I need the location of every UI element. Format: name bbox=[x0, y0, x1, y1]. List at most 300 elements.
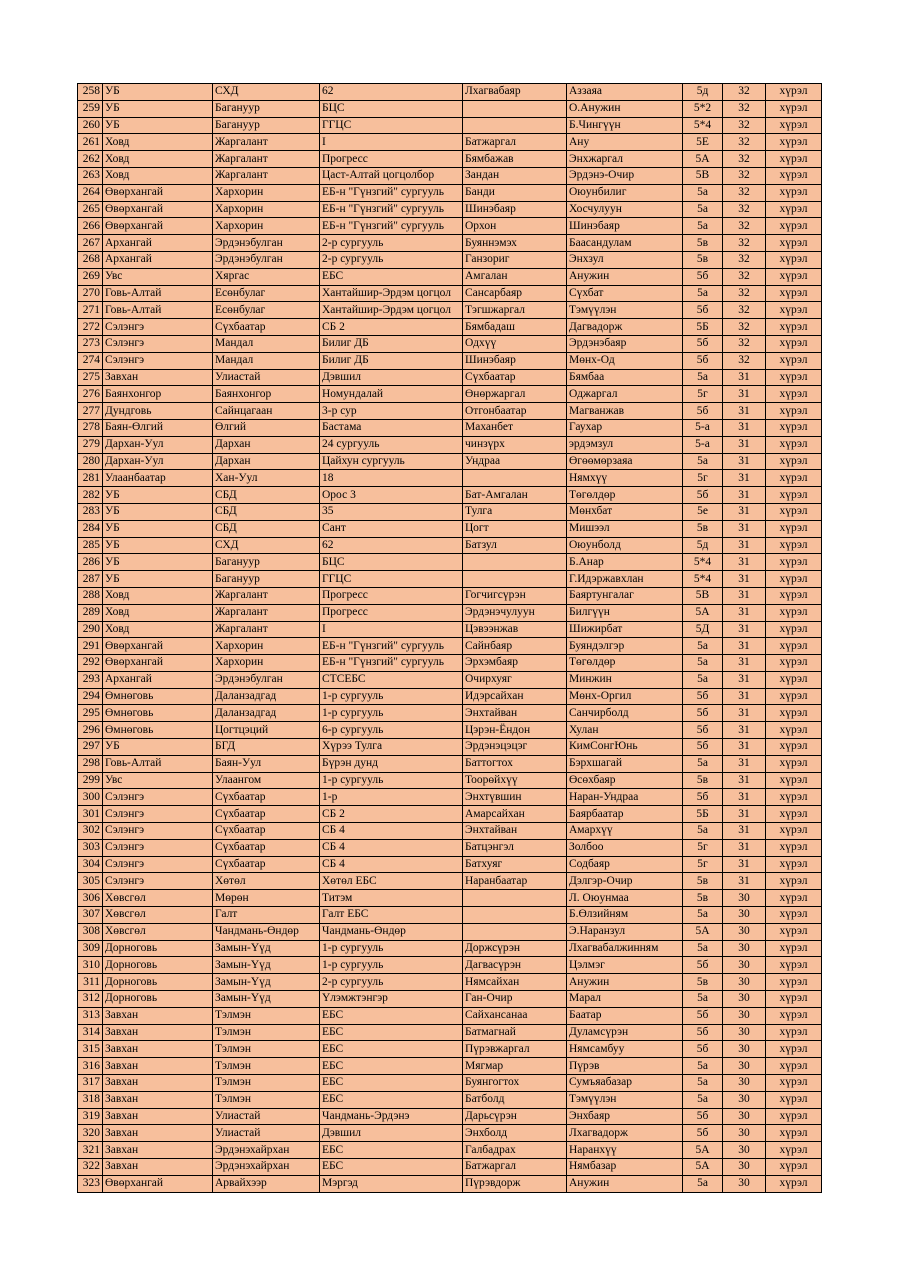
cell-province: Баян-Өлгий bbox=[103, 419, 213, 436]
cell-teacher bbox=[463, 470, 567, 487]
cell-medal: хүрэл bbox=[766, 1125, 822, 1142]
cell-district: Баянхонгор bbox=[213, 386, 320, 403]
cell-teacher: Цэвээнжав bbox=[463, 621, 567, 638]
cell-school: Чандмань-Эрдэнэ bbox=[320, 1108, 463, 1125]
cell-row-number: 271 bbox=[78, 302, 103, 319]
cell-class: 5г bbox=[683, 470, 723, 487]
cell-class: 5в bbox=[683, 251, 723, 268]
cell-province: Завхан bbox=[103, 1041, 213, 1058]
cell-province: Говь-Алтай bbox=[103, 302, 213, 319]
cell-score: 31 bbox=[723, 604, 766, 621]
cell-row-number: 298 bbox=[78, 755, 103, 772]
cell-score: 31 bbox=[723, 470, 766, 487]
cell-student: Цэлмэг bbox=[567, 957, 683, 974]
cell-score: 31 bbox=[723, 722, 766, 739]
cell-school: I bbox=[320, 134, 463, 151]
cell-district: Эрдэнэхайрхан bbox=[213, 1159, 320, 1176]
cell-district: Жаргалант bbox=[213, 604, 320, 621]
cell-medal: хүрэл bbox=[766, 974, 822, 991]
cell-class: 5а bbox=[683, 201, 723, 218]
table-row bbox=[78, 671, 822, 688]
cell-score: 30 bbox=[723, 1175, 766, 1192]
cell-medal: хүрэл bbox=[766, 453, 822, 470]
cell-district: Даланзадгад bbox=[213, 688, 320, 705]
table-row bbox=[78, 218, 822, 235]
cell-province: Завхан bbox=[103, 1108, 213, 1125]
cell-score: 32 bbox=[723, 151, 766, 168]
cell-teacher bbox=[463, 117, 567, 134]
cell-score: 30 bbox=[723, 1125, 766, 1142]
cell-class: 5д bbox=[683, 84, 723, 101]
cell-province: УБ bbox=[103, 537, 213, 554]
cell-district: Арвайхээр bbox=[213, 1175, 320, 1192]
cell-province: Өвөрхангай bbox=[103, 184, 213, 201]
cell-school: Мэргэд bbox=[320, 1175, 463, 1192]
table-row bbox=[78, 302, 822, 319]
cell-class: 5б bbox=[683, 487, 723, 504]
cell-row-number: 316 bbox=[78, 1058, 103, 1075]
cell-province: УБ bbox=[103, 520, 213, 537]
cell-row-number: 289 bbox=[78, 604, 103, 621]
cell-teacher: Наранбаатар bbox=[463, 873, 567, 890]
cell-province: Дорноговь bbox=[103, 940, 213, 957]
cell-school: 24 сургууль bbox=[320, 436, 463, 453]
cell-row-number: 312 bbox=[78, 991, 103, 1008]
cell-row-number: 267 bbox=[78, 235, 103, 252]
cell-student: Сумъяабазар bbox=[567, 1075, 683, 1092]
cell-school: Орос 3 bbox=[320, 487, 463, 504]
cell-province: Хөвсгөл bbox=[103, 890, 213, 907]
cell-teacher: Амгалан bbox=[463, 268, 567, 285]
cell-province: Дархан-Уул bbox=[103, 453, 213, 470]
table-row bbox=[78, 487, 822, 504]
cell-score: 32 bbox=[723, 285, 766, 302]
cell-school: Хүрээ Тулга bbox=[320, 739, 463, 756]
table-row bbox=[78, 537, 822, 554]
cell-row-number: 301 bbox=[78, 806, 103, 823]
cell-province: Увс bbox=[103, 772, 213, 789]
table-row bbox=[78, 688, 822, 705]
table-row bbox=[78, 251, 822, 268]
cell-province: Сэлэнгэ bbox=[103, 335, 213, 352]
cell-province: Завхан bbox=[103, 1007, 213, 1024]
cell-province: Сэлэнгэ bbox=[103, 839, 213, 856]
cell-student: Баатар bbox=[567, 1007, 683, 1024]
cell-school: ЕБ-н "Гүнзгий" сургууль bbox=[320, 184, 463, 201]
cell-row-number: 295 bbox=[78, 705, 103, 722]
cell-row-number: 304 bbox=[78, 856, 103, 873]
cell-teacher: Бат-Амгалан bbox=[463, 487, 567, 504]
cell-medal: хүрэл bbox=[766, 705, 822, 722]
cell-row-number: 260 bbox=[78, 117, 103, 134]
cell-student: Өсөхбаяр bbox=[567, 772, 683, 789]
cell-row-number: 313 bbox=[78, 1007, 103, 1024]
cell-row-number: 277 bbox=[78, 403, 103, 420]
table-row bbox=[78, 890, 822, 907]
cell-student: Б.Өлзийням bbox=[567, 907, 683, 924]
cell-school: Хантайшир-Эрдэм цогцол bbox=[320, 285, 463, 302]
cell-student: Л. Оюунмаа bbox=[567, 890, 683, 907]
cell-school: ЕБ-н "Гүнзгий" сургууль bbox=[320, 638, 463, 655]
cell-district: Хархорин bbox=[213, 655, 320, 672]
table-row bbox=[78, 1024, 822, 1041]
cell-school: СТСЕБС bbox=[320, 671, 463, 688]
cell-score: 30 bbox=[723, 907, 766, 924]
cell-student: Марал bbox=[567, 991, 683, 1008]
table-row bbox=[78, 722, 822, 739]
cell-student: Бэрхшагай bbox=[567, 755, 683, 772]
cell-school: ЕБС bbox=[320, 1075, 463, 1092]
cell-district: Сүхбаатар bbox=[213, 806, 320, 823]
cell-province: Хөвсгөл bbox=[103, 907, 213, 924]
cell-row-number: 294 bbox=[78, 688, 103, 705]
cell-school: 1-р bbox=[320, 789, 463, 806]
cell-score: 31 bbox=[723, 453, 766, 470]
cell-class: 5а bbox=[683, 369, 723, 386]
cell-row-number: 268 bbox=[78, 251, 103, 268]
cell-medal: хүрэл bbox=[766, 1108, 822, 1125]
table-row bbox=[78, 1159, 822, 1176]
cell-score: 31 bbox=[723, 655, 766, 672]
cell-province: Сэлэнгэ bbox=[103, 319, 213, 336]
cell-province: Сэлэнгэ bbox=[103, 352, 213, 369]
cell-school: Прогресс bbox=[320, 587, 463, 604]
cell-student: Б.Чингүүн bbox=[567, 117, 683, 134]
cell-school: Галт ЕБС bbox=[320, 907, 463, 924]
cell-district: СБД bbox=[213, 487, 320, 504]
cell-score: 32 bbox=[723, 100, 766, 117]
cell-row-number: 285 bbox=[78, 537, 103, 554]
cell-school: БЦС bbox=[320, 554, 463, 571]
cell-student: Минжин bbox=[567, 671, 683, 688]
cell-class: 5*2 bbox=[683, 100, 723, 117]
cell-school: ЕБ-н "Гүнзгий" сургууль bbox=[320, 655, 463, 672]
cell-row-number: 297 bbox=[78, 739, 103, 756]
cell-student: Хулан bbox=[567, 722, 683, 739]
cell-row-number: 265 bbox=[78, 201, 103, 218]
cell-class: 5е bbox=[683, 503, 723, 520]
cell-student: Анужин bbox=[567, 1175, 683, 1192]
cell-class: 5а bbox=[683, 1175, 723, 1192]
table-row bbox=[78, 991, 822, 1008]
cell-medal: хүрэл bbox=[766, 873, 822, 890]
cell-school: Дэвшил bbox=[320, 369, 463, 386]
cell-row-number: 262 bbox=[78, 151, 103, 168]
cell-row-number: 287 bbox=[78, 571, 103, 588]
cell-province: Дорноговь bbox=[103, 957, 213, 974]
cell-score: 31 bbox=[723, 436, 766, 453]
cell-teacher: Маханбет bbox=[463, 419, 567, 436]
table-row bbox=[78, 1108, 822, 1125]
cell-district: СХД bbox=[213, 537, 320, 554]
cell-medal: хүрэл bbox=[766, 235, 822, 252]
cell-teacher: Энхтүвшин bbox=[463, 789, 567, 806]
cell-district: Есөнбулаг bbox=[213, 285, 320, 302]
cell-province: Сэлэнгэ bbox=[103, 789, 213, 806]
cell-province: Сэлэнгэ bbox=[103, 856, 213, 873]
cell-teacher bbox=[463, 923, 567, 940]
cell-teacher: Орхон bbox=[463, 218, 567, 235]
table-row bbox=[78, 1142, 822, 1159]
cell-school: ЕБС bbox=[320, 1142, 463, 1159]
cell-score: 30 bbox=[723, 974, 766, 991]
cell-province: Говь-Алтай bbox=[103, 755, 213, 772]
cell-student: Баярбаатар bbox=[567, 806, 683, 823]
cell-province: Завхан bbox=[103, 1091, 213, 1108]
cell-score: 31 bbox=[723, 789, 766, 806]
cell-class: 5А bbox=[683, 604, 723, 621]
table-row bbox=[78, 638, 822, 655]
cell-teacher: Буянгогтох bbox=[463, 1075, 567, 1092]
cell-row-number: 280 bbox=[78, 453, 103, 470]
table-row bbox=[78, 806, 822, 823]
cell-district: Тэлмэн bbox=[213, 1024, 320, 1041]
table-row bbox=[78, 554, 822, 571]
cell-student: Аззаяа bbox=[567, 84, 683, 101]
cell-district: Эрдэнэхайрхан bbox=[213, 1142, 320, 1159]
cell-district: Дархан bbox=[213, 453, 320, 470]
cell-teacher: Сайнбаяр bbox=[463, 638, 567, 655]
table-row bbox=[78, 453, 822, 470]
cell-class: 5г bbox=[683, 386, 723, 403]
table-row bbox=[78, 235, 822, 252]
cell-teacher: Цэрэн-Ёндон bbox=[463, 722, 567, 739]
cell-class: 5А bbox=[683, 151, 723, 168]
cell-student: Мөнх-Оргил bbox=[567, 688, 683, 705]
cell-student: Санчирболд bbox=[567, 705, 683, 722]
table-row bbox=[78, 839, 822, 856]
cell-class: 5б bbox=[683, 352, 723, 369]
cell-class: 5а bbox=[683, 755, 723, 772]
cell-school: ЕБС bbox=[320, 1058, 463, 1075]
cell-teacher: Амарсайхан bbox=[463, 806, 567, 823]
cell-province: Өмнөговь bbox=[103, 688, 213, 705]
cell-province: Завхан bbox=[103, 369, 213, 386]
cell-class: 5А bbox=[683, 1142, 723, 1159]
cell-district: СБД bbox=[213, 520, 320, 537]
cell-teacher: Ган-Очир bbox=[463, 991, 567, 1008]
cell-medal: хүрэл bbox=[766, 251, 822, 268]
cell-class: 5в bbox=[683, 772, 723, 789]
cell-district: Сүхбаатар bbox=[213, 319, 320, 336]
cell-teacher: Пүрэвдорж bbox=[463, 1175, 567, 1192]
cell-district: Хархорин bbox=[213, 184, 320, 201]
cell-score: 31 bbox=[723, 755, 766, 772]
cell-province: Архангай bbox=[103, 671, 213, 688]
table-row bbox=[78, 352, 822, 369]
cell-teacher: Энхтайван bbox=[463, 705, 567, 722]
cell-medal: хүрэл bbox=[766, 890, 822, 907]
cell-class: 5в bbox=[683, 520, 723, 537]
cell-class: 5б bbox=[683, 1007, 723, 1024]
cell-province: УБ bbox=[103, 117, 213, 134]
cell-school: ЕБ-н "Гүнзгий" сургууль bbox=[320, 218, 463, 235]
cell-class: 5в bbox=[683, 235, 723, 252]
cell-student: Төгөлдөр bbox=[567, 655, 683, 672]
cell-province: УБ bbox=[103, 571, 213, 588]
cell-student: Энхбаяр bbox=[567, 1108, 683, 1125]
cell-teacher: Зандан bbox=[463, 167, 567, 184]
cell-medal: хүрэл bbox=[766, 856, 822, 873]
cell-row-number: 296 bbox=[78, 722, 103, 739]
cell-province: Завхан bbox=[103, 1058, 213, 1075]
table-row bbox=[78, 655, 822, 672]
cell-district: Замын-Үүд bbox=[213, 974, 320, 991]
cell-district: Жаргалант bbox=[213, 587, 320, 604]
cell-row-number: 284 bbox=[78, 520, 103, 537]
cell-school: Прогресс bbox=[320, 151, 463, 168]
cell-teacher: чинзүрх bbox=[463, 436, 567, 453]
cell-student: Б.Анар bbox=[567, 554, 683, 571]
cell-teacher: Галбадрах bbox=[463, 1142, 567, 1159]
cell-student: Тэмүүлэн bbox=[567, 1091, 683, 1108]
cell-province: Өвөрхангай bbox=[103, 638, 213, 655]
cell-medal: хүрэл bbox=[766, 117, 822, 134]
cell-district: СХД bbox=[213, 84, 320, 101]
cell-medal: хүрэл bbox=[766, 520, 822, 537]
cell-student: Гаухар bbox=[567, 419, 683, 436]
cell-medal: хүрэл bbox=[766, 554, 822, 571]
cell-medal: хүрэл bbox=[766, 167, 822, 184]
cell-province: УБ bbox=[103, 100, 213, 117]
cell-province: Завхан bbox=[103, 1024, 213, 1041]
cell-district: Жаргалант bbox=[213, 167, 320, 184]
cell-row-number: 266 bbox=[78, 218, 103, 235]
cell-score: 31 bbox=[723, 503, 766, 520]
cell-school: Цаст-Алтай цогцолбор bbox=[320, 167, 463, 184]
cell-school: Номундалай bbox=[320, 386, 463, 403]
table-row bbox=[78, 974, 822, 991]
cell-score: 30 bbox=[723, 1142, 766, 1159]
cell-teacher: Батхуяг bbox=[463, 856, 567, 873]
cell-school: БЦС bbox=[320, 100, 463, 117]
cell-score: 31 bbox=[723, 705, 766, 722]
cell-district: Сүхбаатар bbox=[213, 839, 320, 856]
cell-class: 5а bbox=[683, 1091, 723, 1108]
cell-district: Замын-Үүд bbox=[213, 940, 320, 957]
table-row bbox=[78, 268, 822, 285]
cell-medal: хүрэл bbox=[766, 839, 822, 856]
cell-medal: хүрэл bbox=[766, 991, 822, 1008]
cell-class: 5в bbox=[683, 890, 723, 907]
cell-school: Чандмань-Өндөр bbox=[320, 923, 463, 940]
cell-score: 31 bbox=[723, 419, 766, 436]
cell-score: 31 bbox=[723, 554, 766, 571]
cell-medal: хүрэл bbox=[766, 218, 822, 235]
cell-row-number: 273 bbox=[78, 335, 103, 352]
cell-class: 5В bbox=[683, 587, 723, 604]
cell-student: Оджаргал bbox=[567, 386, 683, 403]
cell-medal: хүрэл bbox=[766, 823, 822, 840]
cell-province: Өмнөговь bbox=[103, 722, 213, 739]
cell-row-number: 310 bbox=[78, 957, 103, 974]
cell-province: Увс bbox=[103, 268, 213, 285]
cell-class: 5в bbox=[683, 873, 723, 890]
cell-teacher: Бямбадаш bbox=[463, 319, 567, 336]
cell-school: Цайхун сургууль bbox=[320, 453, 463, 470]
cell-student: Дэлгэр-Очир bbox=[567, 873, 683, 890]
cell-teacher: Батжаргал bbox=[463, 1159, 567, 1176]
cell-teacher: Идэрсайхан bbox=[463, 688, 567, 705]
cell-student: Оюунбилиг bbox=[567, 184, 683, 201]
cell-teacher: Цогт bbox=[463, 520, 567, 537]
cell-row-number: 302 bbox=[78, 823, 103, 840]
cell-medal: хүрэл bbox=[766, 335, 822, 352]
cell-school: СБ 2 bbox=[320, 319, 463, 336]
cell-student: Содбаяр bbox=[567, 856, 683, 873]
cell-school: 1-р сургууль bbox=[320, 688, 463, 705]
table-row bbox=[78, 587, 822, 604]
cell-medal: хүрэл bbox=[766, 268, 822, 285]
cell-district: Тэлмэн bbox=[213, 1007, 320, 1024]
cell-class: 5б bbox=[683, 268, 723, 285]
cell-student: Нямхүү bbox=[567, 470, 683, 487]
cell-school: ЕБС bbox=[320, 1091, 463, 1108]
cell-class: 5а bbox=[683, 638, 723, 655]
cell-score: 32 bbox=[723, 235, 766, 252]
table-row bbox=[78, 1007, 822, 1024]
cell-row-number: 279 bbox=[78, 436, 103, 453]
cell-medal: хүрэл bbox=[766, 352, 822, 369]
cell-province: Ховд bbox=[103, 587, 213, 604]
cell-school: ГГЦС bbox=[320, 571, 463, 588]
cell-medal: хүрэл bbox=[766, 772, 822, 789]
cell-province: УБ bbox=[103, 554, 213, 571]
cell-province: Улаанбаатар bbox=[103, 470, 213, 487]
cell-row-number: 290 bbox=[78, 621, 103, 638]
cell-medal: хүрэл bbox=[766, 638, 822, 655]
table-row bbox=[78, 772, 822, 789]
cell-district: Тэлмэн bbox=[213, 1058, 320, 1075]
cell-class: 5а bbox=[683, 991, 723, 1008]
cell-district: Замын-Үүд bbox=[213, 991, 320, 1008]
cell-row-number: 320 bbox=[78, 1125, 103, 1142]
cell-district: Эрдэнэбулган bbox=[213, 251, 320, 268]
cell-class: 5б bbox=[683, 739, 723, 756]
cell-district: Тэлмэн bbox=[213, 1091, 320, 1108]
cell-student: Нямсамбуу bbox=[567, 1041, 683, 1058]
cell-medal: хүрэл bbox=[766, 1058, 822, 1075]
cell-class: 5-а bbox=[683, 419, 723, 436]
cell-student: Дагвадорж bbox=[567, 319, 683, 336]
cell-school: Сант bbox=[320, 520, 463, 537]
cell-medal: хүрэл bbox=[766, 739, 822, 756]
cell-student: Золбоо bbox=[567, 839, 683, 856]
table-row bbox=[78, 134, 822, 151]
cell-medal: хүрэл bbox=[766, 386, 822, 403]
cell-class: 5б bbox=[683, 688, 723, 705]
cell-school: Дэвшил bbox=[320, 1125, 463, 1142]
cell-province: Ховд bbox=[103, 134, 213, 151]
table-row bbox=[78, 503, 822, 520]
cell-score: 32 bbox=[723, 134, 766, 151]
cell-province: Завхан bbox=[103, 1075, 213, 1092]
cell-school: Бүрэн дунд bbox=[320, 755, 463, 772]
cell-row-number: 309 bbox=[78, 940, 103, 957]
table-row bbox=[78, 873, 822, 890]
cell-row-number: 306 bbox=[78, 890, 103, 907]
table-row bbox=[78, 201, 822, 218]
cell-province: Сэлэнгэ bbox=[103, 806, 213, 823]
cell-score: 32 bbox=[723, 319, 766, 336]
cell-class: 5*4 bbox=[683, 117, 723, 134]
cell-district: Мөрөн bbox=[213, 890, 320, 907]
cell-teacher: Батболд bbox=[463, 1091, 567, 1108]
cell-student: Нямбазар bbox=[567, 1159, 683, 1176]
cell-province: Хөвсгөл bbox=[103, 923, 213, 940]
cell-score: 31 bbox=[723, 520, 766, 537]
cell-teacher: Одхүү bbox=[463, 335, 567, 352]
